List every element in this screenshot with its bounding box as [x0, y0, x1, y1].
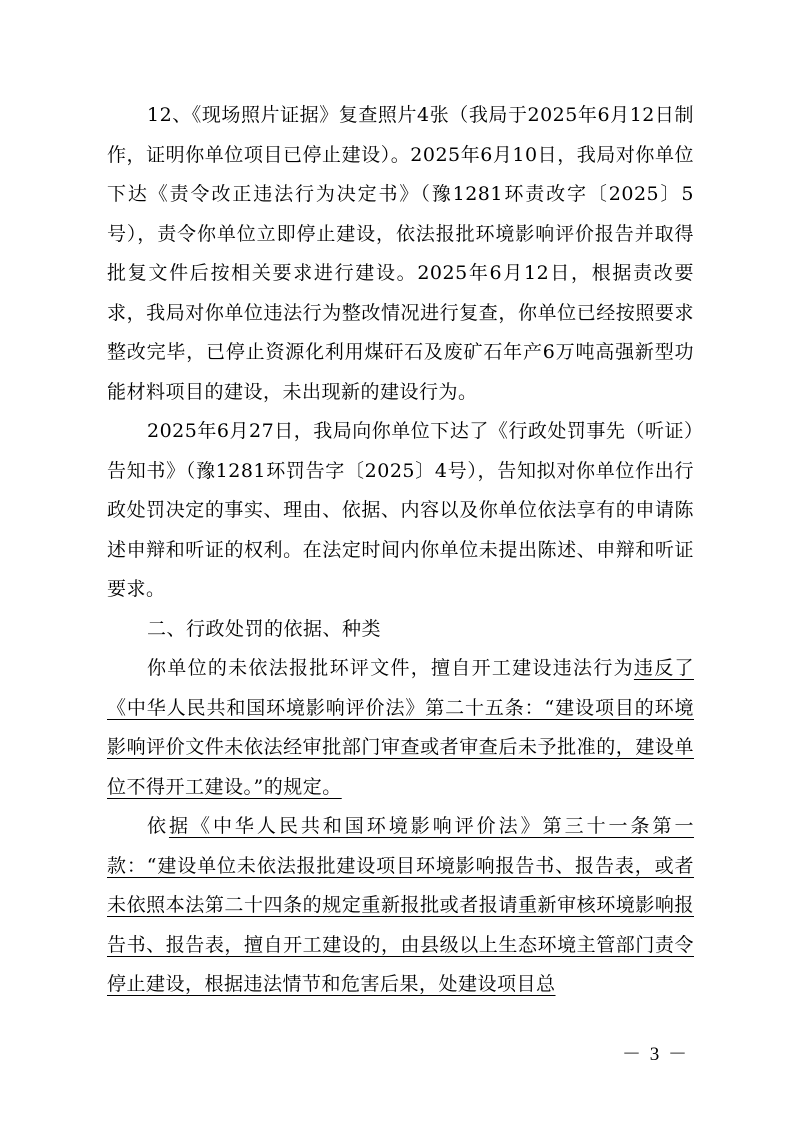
paragraph-text: 依 [147, 815, 169, 837]
paragraph-penalty-basis [107, 807, 694, 1005]
paragraph-text: 2025年6月27日，我局向你单位下达了《行政处罚事先（听证）告知书》（豫1281环罚告字〔2025〕4号），告知拟对你单位作出行政处罚决定的事实、理由、依据、内容以及你单位依法享有的申请陈述申辩和听证的权利。在法定时间内你单位未提出陈述、申辩和听证要求。 [107, 420, 694, 600]
section-heading-penalty-basis [107, 610, 694, 650]
underlined-legal-citation: 据《中华人民共和国环境影响评价法》第三十一条第一款：“建设单位未依法报批建设项目环境影响报告书、报告表，或者未依照本法第二十四条的规定重新报批或者报请重新审核环境影响报告书、报告表，擅自开工建设的，由县级以上生态环境主管部门责令停止建设，根据违法情节和危害后果，处建设项目总 [107, 815, 694, 995]
paragraph-hearing-notice [107, 412, 694, 610]
heading-text: 二、行政处罚的依据、种类 [147, 617, 382, 640]
paragraph-text: 12、《现场照片证据》复查照片4张（我局于2025年6月12日制作，证明你单位项目已停止建设）。2025年6月10日，我局对你单位下达《责令改正违法行为决定书》（豫1281环责改字〔2025〕5号），责令你单位立即停止建设，依法报批环境影响评价报告并取得批复文件后按相关要求进行建设。2025年6月12日，根据责改要求，我局对你单位违法行为整改情况进行复查，你单位已经按照要求整改完毕，已停止资源化利用煤矸石及废矿石年产6万吨高强新型功能材料项目的建设，未出现新的建设行为。 [107, 104, 694, 403]
document-body [107, 96, 694, 1005]
underlined-legal-citation: 违反了《中华人民共和国环境影响评价法》第二十五条：“建设项目的环境影响评价文件未依法经审批部门审查或者审查后未予批准的，建设单位不得开工建设。”的规定。 [107, 657, 694, 798]
paragraph-violation [107, 649, 694, 807]
page-number: － 3 － [622, 1044, 690, 1065]
paragraph-evidence-12 [107, 96, 694, 412]
paragraph-text: 你单位的未依法报批环评文件，擅自开工建设违法行为 [147, 657, 634, 679]
